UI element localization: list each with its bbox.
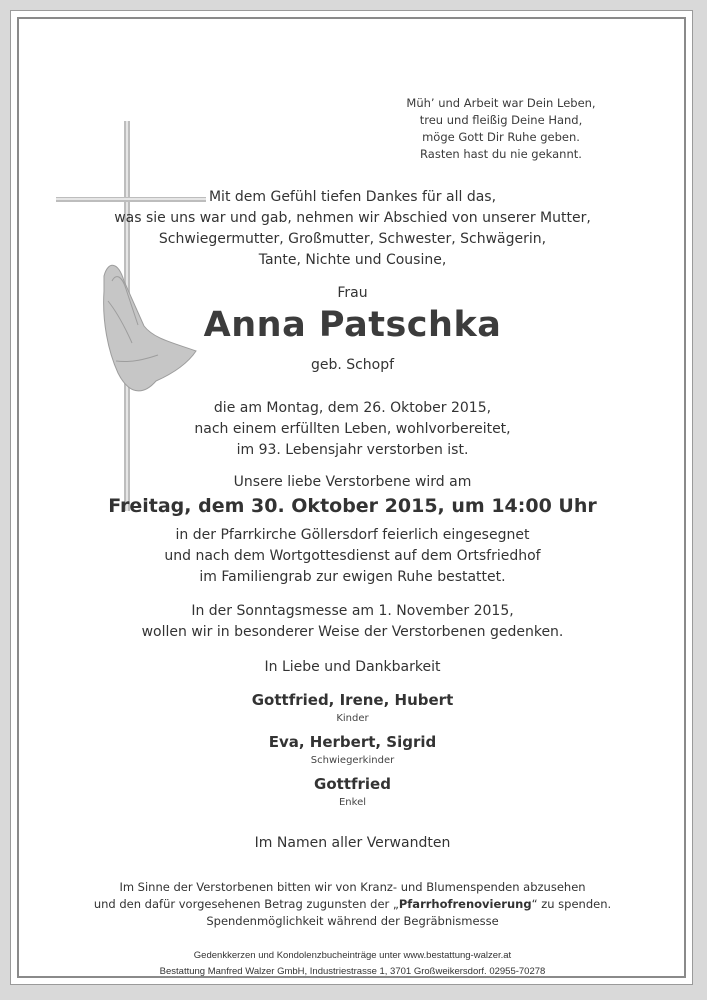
mass-line: In der Sonntagsmesse am 1. November 2015, [191,603,514,619]
donation-note [11,879,694,930]
poem-line: Müh’ und Arbeit war Dein Leben, [406,96,596,110]
family-role: Enkel [338,797,367,808]
footer-line: Gedenkkerzen und Kondolenzbucheinträge unter www.bestattung-walzer.at [193,950,512,961]
donation-line: Im Sinne der Verstorbenen bitten wir von Kranz- und Blumenspenden abzusehen [119,880,586,894]
poem-line: treu und fleißig Deine Hand, [419,113,583,127]
intro-line: was sie uns war und gab, nehmen wir Abschied von unserer Mutter, [114,210,591,226]
funeral-line: in der Pfarrkirche Göllersdorf feierlich eingesegnet [175,527,530,543]
donation-line: Spendenmöglichkeit während der Begräbnismesse [206,914,499,928]
poem-line: möge Gott Dir Ruhe geben. [422,130,580,144]
death-line: im 93. Lebensjahr verstorben ist. [236,442,469,458]
mass-info [11,601,694,643]
love-line: In Liebe und Dankbarkeit [264,659,441,675]
mass-line: wollen wir in besonderer Weise der Verstorbenen gedenken. [141,624,564,640]
death-info [11,398,694,461]
relatives-line: Im Namen aller Verwandten [254,835,451,851]
obituary-page [10,10,693,985]
funeral-details [11,525,694,588]
donation-cause: Pfarrhofrenovierung [398,897,532,911]
family-names: Gottfried, Irene, Hubert [251,691,454,709]
intro-line: Tante, Nichte und Cousine, [258,252,447,268]
intro-line: Mit dem Gefühl tiefen Dankes für all das, [208,189,497,205]
poem-line: Rasten hast du nie gekannt. [420,147,582,161]
footer [11,948,694,980]
donation-text: und den dafür vorgesehenen Betrag zugunsten der „ [93,897,399,911]
funeral-line: im Familiengrab zur ewigen Ruhe bestattet. [199,569,506,585]
donation-line [11,896,694,913]
intro-line: Schwiegermutter, Großmutter, Schwester, Schwägerin, [158,231,547,247]
death-line: nach einem erfüllten Leben, wohlvorbereitet, [194,421,511,437]
funeral-line: und nach dem Wortgottesdienst auf dem Ortsfriedhof [164,548,541,564]
intro-text [11,187,694,271]
donation-text: “ zu spenden. [531,897,612,911]
family-names: Eva, Herbert, Sigrid [268,733,437,751]
maiden-name: geb. Schopf [310,357,395,373]
death-line: die am Montag, dem 26. Oktober 2015, [213,400,492,416]
family-names: Gottfried [314,775,391,793]
footer-line: Bestattung Manfred Walzer GmbH, Industriestrasse 1, 3701 Großweikersdorf. 02955-70278 [159,966,546,977]
salutation: Frau [337,285,368,301]
family-role: Kinder [336,713,369,724]
funeral-date: Freitag, dem 30. Oktober 2015, um 14:00 Uhr [108,495,597,517]
funeral-intro: Unsere liebe Verstorbene wird am [233,474,472,490]
deceased-name: Anna Patschka [203,305,502,345]
family-role: Schwiegerkinder [310,755,395,766]
poem [341,95,661,163]
